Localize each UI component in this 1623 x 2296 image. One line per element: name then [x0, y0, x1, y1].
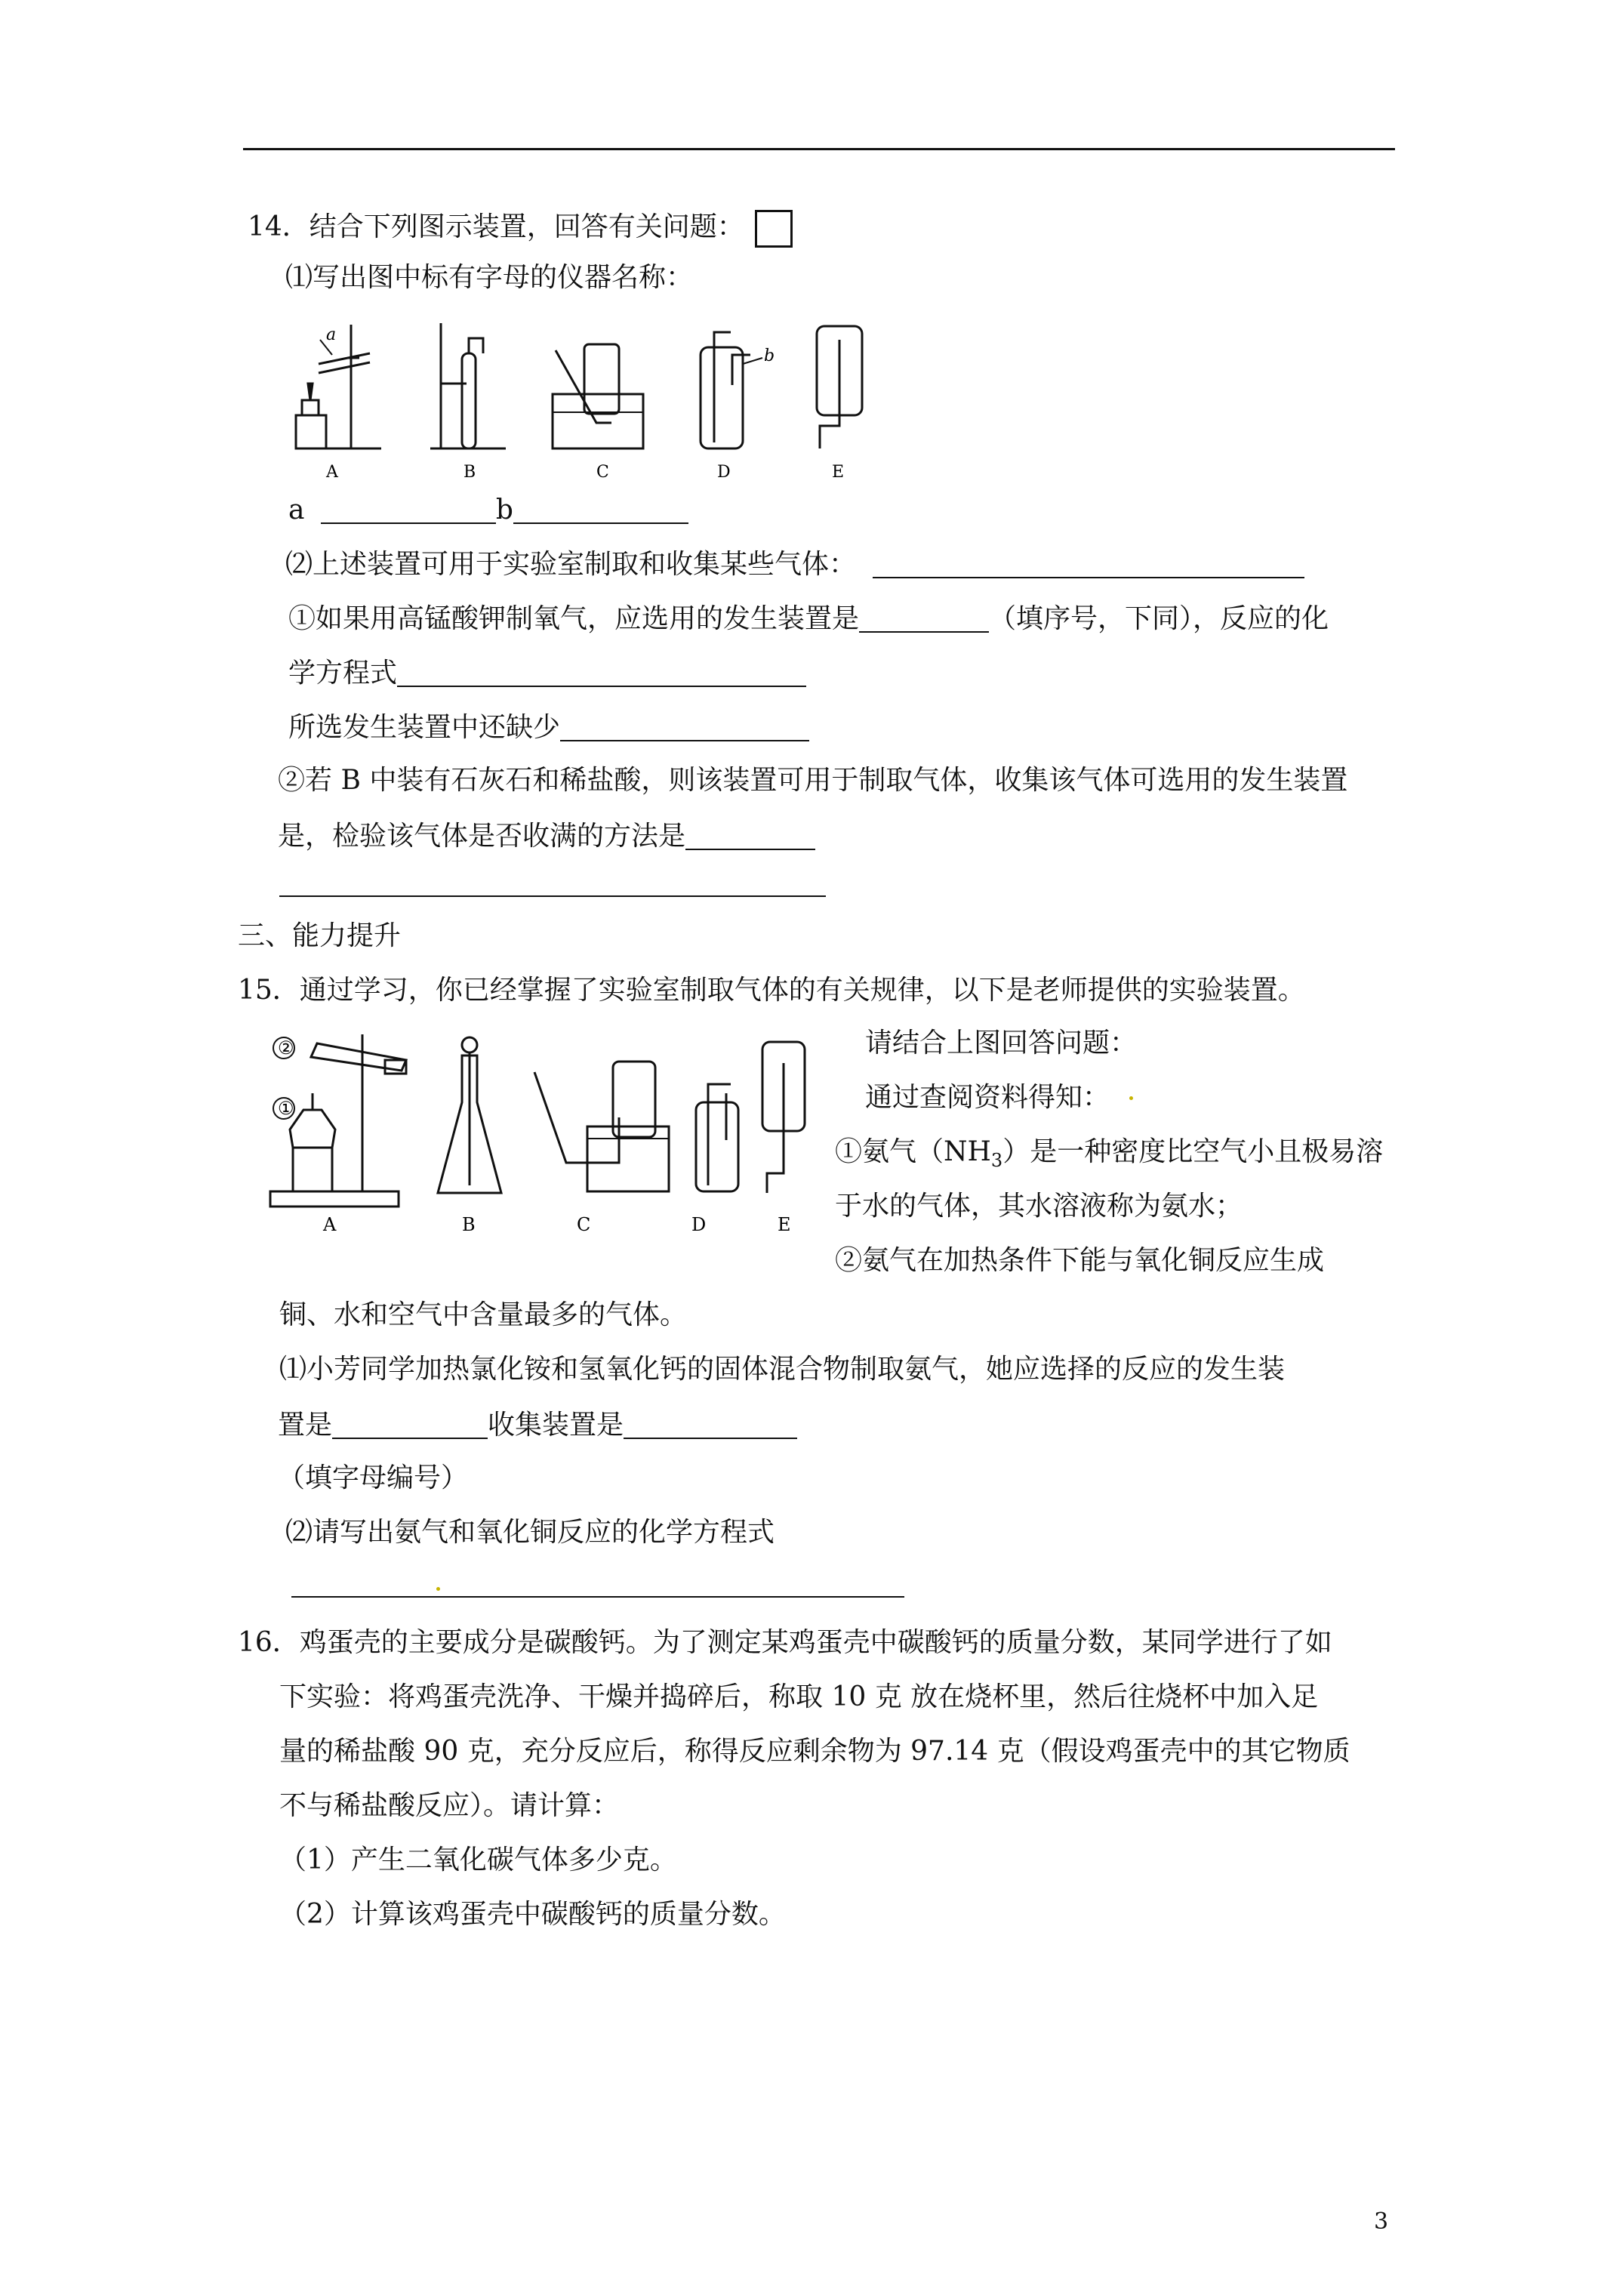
water-trough-c: [553, 394, 643, 448]
collect-bottle-c: [584, 344, 619, 414]
blank-a[interactable]: [321, 495, 496, 524]
q15-right-5: ②氨气在加热条件下能与氧化铜反应生成: [835, 1245, 1325, 1276]
scan-speck: [1129, 1096, 1133, 1100]
page-number: 3: [1374, 2208, 1389, 2235]
lamp-a: [296, 415, 326, 448]
q14-part2-1-row: ①如果用高锰酸钾制氧气，应选用的发生装置是 （填序号，下同），反应的化: [288, 603, 1329, 634]
q14-part1: ⑴写出图中标有字母的仪器名称：: [285, 262, 694, 293]
q14-equation-row: 学方程式: [288, 658, 806, 687]
q15-part1-answers: 置是 收集装置是: [278, 1410, 797, 1439]
gas-bottle-d2: [696, 1102, 738, 1191]
blank-gases[interactable]: [873, 550, 1304, 578]
q14-apparatus-figure: [279, 310, 868, 483]
q16-line-6: （2）计算该鸡蛋壳中碳酸钙的质量分数。: [279, 1899, 786, 1930]
delivery-tube-c2: [534, 1072, 619, 1163]
fig14-label: A: [326, 463, 338, 482]
q15-title: 15．通过学习，你已经掌握了实验室制取气体的有关规律，以下是老师提供的实验装置。: [238, 975, 1305, 1006]
q14-answer-row: a b: [288, 495, 688, 524]
marker-2: ②: [278, 1037, 294, 1059]
header-rule: [243, 148, 1395, 150]
q14-title-row: [248, 210, 793, 248]
fig15-label: A: [323, 1214, 337, 1235]
fig15-label: D: [691, 1214, 707, 1235]
q14-missing-row: 所选发生装置中还缺少: [288, 713, 809, 741]
blank-b[interactable]: [513, 495, 688, 524]
q15-part1: ⑴小芳同学加热氯化铵和氢氧化钙的固体混合物制取氨气，她应选择的反应的发生装: [279, 1354, 1286, 1385]
q15-hint: （填字母编号）: [278, 1462, 469, 1493]
q16-line-3: 量的稀盐酸 90 克，充分反应后，称得反应剩余物为 97.14 克（假设鸡蛋壳中的其它物质: [279, 1736, 1350, 1767]
q14-part2-row: ⑵上述装置可用于实验室制取和收集某些气体：: [285, 550, 1304, 578]
fig14-label: D: [717, 463, 731, 482]
fig15-label: C: [577, 1214, 591, 1235]
fig14-label: C: [596, 463, 609, 482]
q16-line-5: （1）产生二氧化碳气体多少克。: [279, 1845, 677, 1875]
section-heading: 三、能力提升: [238, 920, 402, 951]
lamp-base-a2: [293, 1148, 332, 1191]
blank-generator[interactable]: [859, 604, 989, 633]
q15-right-3: ①氨气$(NH_3)$是一种密度比空气小且极易溶: [835, 1136, 1384, 1172]
scan-speck: [436, 1587, 440, 1591]
q14-check-row: 是，检验该气体是否收满的方法是: [278, 821, 815, 850]
q14-part2-2: ②若 B 中装有石灰石和稀盐酸，则该装置可用于制取气体，收集该气体可选用的发生装置: [278, 765, 1348, 796]
test-tube-a2: [311, 1043, 406, 1071]
q15-right-4: 于水的气体，其水溶液称为氨水；: [835, 1191, 1243, 1222]
q15-right-1: 请结合上图回答问题：: [865, 1028, 1138, 1059]
gas-bottle-d: [701, 347, 743, 448]
mark-b: b: [764, 347, 775, 365]
q15-part2: ⑵请写出氨气和氧化铜反应的化学方程式: [285, 1517, 775, 1548]
stand-base-a2: [270, 1191, 399, 1207]
fig15-label: B: [462, 1214, 476, 1235]
blank-equation[interactable]: [397, 658, 806, 687]
q16-line-1: 16．鸡蛋壳的主要成分是碳酸钙。为了测定某鸡蛋壳中碳酸钙的质量分数，某同学进行了如: [238, 1627, 1332, 1658]
fig14-label: E: [832, 463, 845, 482]
test-tube-b: [462, 353, 476, 448]
blank-continuation[interactable]: [279, 868, 826, 897]
blank-check[interactable]: [685, 821, 815, 850]
q16-line-4: 不与稀盐酸反应）。请计算：: [279, 1790, 620, 1821]
fig14-label: B: [463, 463, 476, 482]
q15-right-2: 通过查阅资料得知：: [865, 1082, 1110, 1113]
q15-right-6: 铜、水和空气中含量最多的气体。: [279, 1299, 688, 1330]
blank-collector-15[interactable]: [624, 1410, 797, 1439]
blank-equation-15[interactable]: [291, 1570, 904, 1598]
test-tube-a: [319, 353, 370, 364]
blank-generator-15[interactable]: [332, 1410, 488, 1439]
mark-a: a: [326, 325, 337, 344]
q15-apparatus-figure: [264, 1027, 808, 1238]
marker-1: ①: [278, 1098, 294, 1119]
answer-box: [755, 210, 793, 248]
q14-title: 14．结合下列图示装置，回答有关问题：: [248, 211, 744, 242]
blank-missing[interactable]: [560, 713, 809, 741]
fig15-label: E: [778, 1214, 791, 1235]
q16-line-2: 下实验：将鸡蛋壳洗净、干燥并捣碎后，称取 10 克 放在烧杯里，然后往烧杯中加入足: [279, 1681, 1319, 1712]
